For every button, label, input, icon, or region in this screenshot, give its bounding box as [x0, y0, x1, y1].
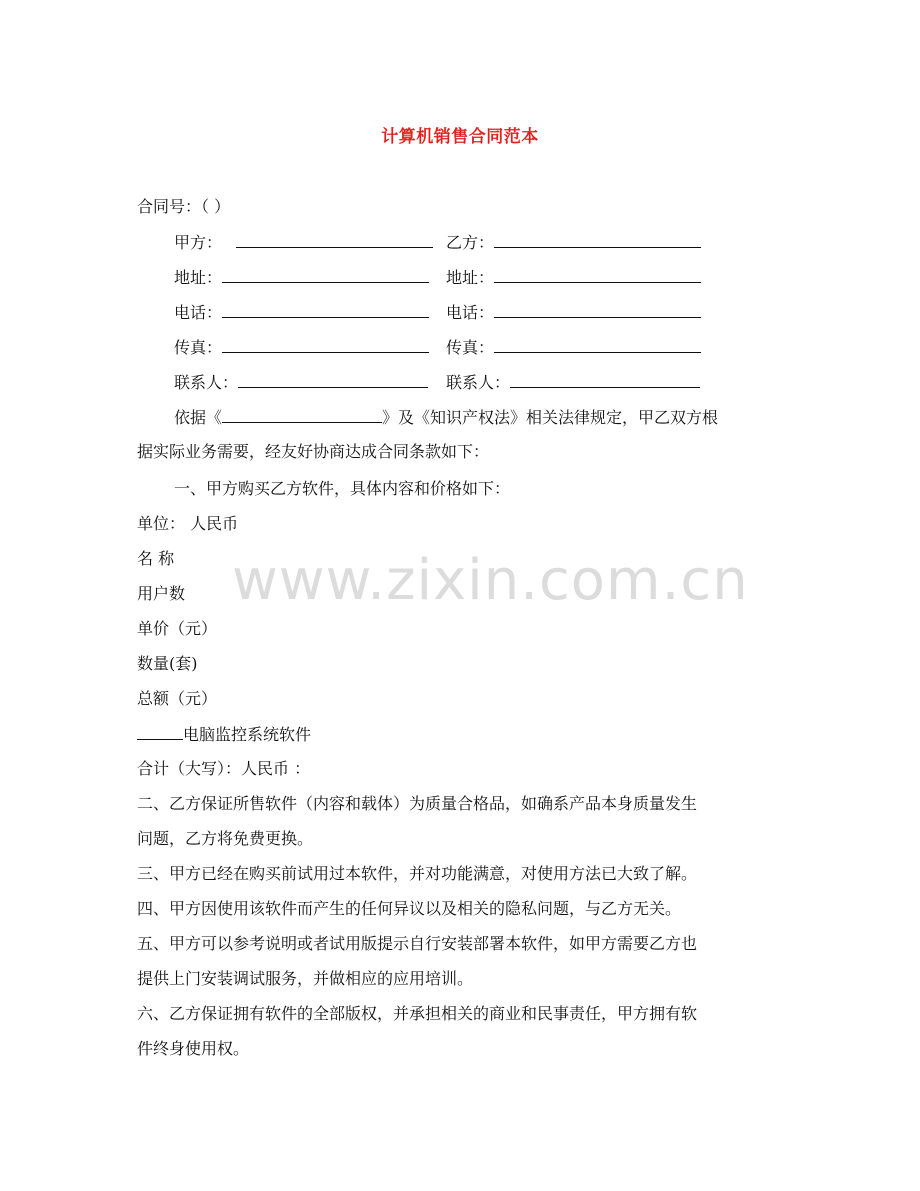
contact-a-label: 联系人：	[174, 373, 239, 392]
watermark: www.zixin.com.cn	[232, 548, 749, 613]
clause-1: 一、甲方购买乙方软件，具体内容和价格如下：	[174, 479, 511, 498]
contract-number: 合同号：（ ）	[137, 197, 231, 216]
address-a-label: 地址：	[174, 268, 223, 287]
address-b-label: 地址：	[446, 268, 495, 287]
software-item: 电脑监控系统软件	[137, 723, 311, 746]
fax-b-label: 传真：	[446, 338, 495, 357]
clause-2-line-2: 问题，乙方将免费更换。	[137, 829, 314, 848]
phone-a-blank[interactable]	[222, 301, 429, 318]
law-name-blank[interactable]	[222, 406, 382, 423]
party-a-label: 甲方：	[174, 233, 223, 252]
document-title: 计算机销售合同范本	[381, 127, 539, 147]
clause-6-line-1: 六、乙方保证拥有软件的全部版权，并承担相关的商业和民事责任，甲方拥有软	[137, 1004, 698, 1023]
party-row-fax	[174, 336, 495, 359]
clause-2-line-1: 二、乙方保证所售软件（内容和载体）为质量合格品，如确系产品本身质量发生	[137, 794, 698, 813]
phone-b-label: 电话：	[446, 303, 495, 322]
party-b-blank[interactable]	[494, 231, 701, 248]
clause-6-line-2: 件终身使用权。	[137, 1039, 250, 1058]
software-prefix-blank[interactable]	[137, 723, 183, 740]
clause-3: 三、甲方已经在购买前试用过本软件，并对功能满意，对使用方法已大致了解。	[137, 864, 698, 883]
party-row-name	[174, 231, 495, 254]
sum-in-words: 合计（大写）：人民币 ：	[137, 759, 311, 778]
currency-unit: 单位： 人民币	[137, 514, 239, 533]
contact-b-label: 联系人：	[446, 373, 511, 392]
basis-line-2: 据实际业务需要，经友好协商达成合同条款如下：	[137, 442, 490, 461]
fax-a-blank[interactable]	[222, 336, 429, 353]
fax-b-blank[interactable]	[494, 336, 701, 353]
fax-a-label: 传真：	[174, 338, 223, 357]
basis-line-1: 依据《 》及《知识产权法》相关法律规定，甲乙双方根	[174, 408, 719, 427]
party-row-address	[174, 266, 495, 289]
party-row-contact	[174, 371, 511, 394]
item-name-header: 名 称	[137, 549, 175, 568]
total-header: 总额（元）	[137, 689, 218, 708]
contact-a-blank[interactable]	[238, 371, 428, 388]
phone-a-label: 电话：	[174, 303, 223, 322]
party-a-blank[interactable]	[236, 231, 433, 248]
unit-price-header: 单价（元）	[137, 619, 218, 638]
contact-b-blank[interactable]	[510, 371, 700, 388]
quantity-header: 数量(套)	[137, 654, 198, 673]
clause-4: 四、甲方因使用该软件而产生的任何异议以及相关的隐私问题，与乙方无关。	[137, 899, 682, 918]
address-a-blank[interactable]	[222, 266, 429, 283]
users-header: 用户数	[137, 584, 186, 603]
phone-b-blank[interactable]	[494, 301, 701, 318]
address-b-blank[interactable]	[494, 266, 701, 283]
clause-5-line-1: 五、甲方可以参考说明或者试用版提示自行安装部署本软件，如甲方需要乙方也	[137, 934, 698, 953]
party-row-phone	[174, 301, 495, 324]
party-b-label: 乙方：	[446, 233, 495, 252]
clause-5-line-2: 提供上门安装调试服务，并做相应的应用培训。	[137, 969, 474, 988]
